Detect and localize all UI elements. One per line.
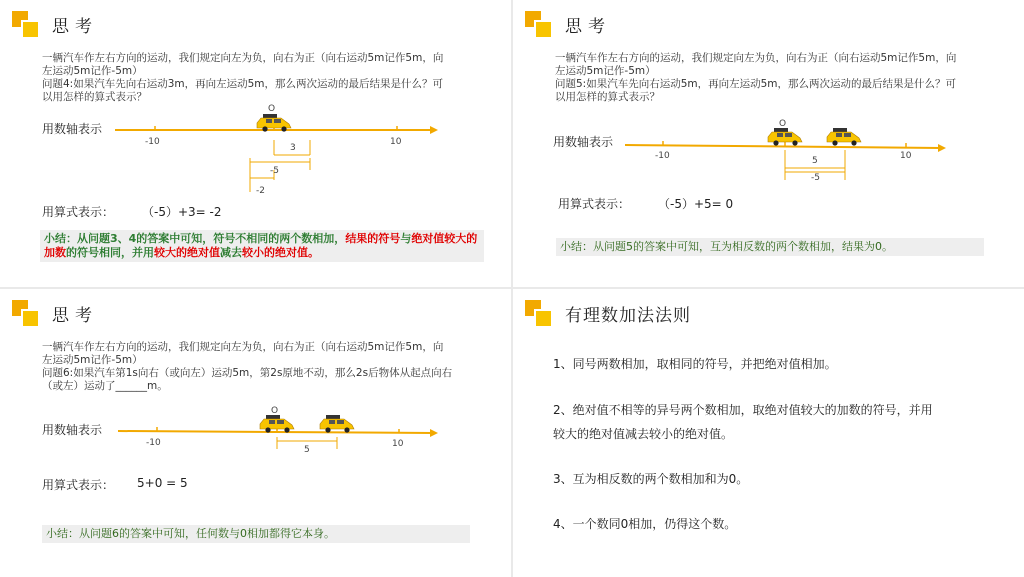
segment-label: 5 xyxy=(812,156,818,166)
rule-2: 2、绝对值不相等的异号两个数相加，取绝对值较大的加数的符号，并用 较大的绝对值减去较小的绝对值。 xyxy=(553,403,933,441)
problem-line: 一辆汽车作左右方向的运动，我们规定向左为负，向右为正（向右运动5m记作5m，向 xyxy=(42,52,444,64)
problem-line: 以用怎样的算式表示？ xyxy=(555,91,660,103)
problem-line: 一辆汽车作左右方向的运动，我们规定向左为负，向右为正（向右运动5m记作5m，向 xyxy=(42,341,444,353)
problem-line: 左运动5m记作-5m） xyxy=(555,65,656,77)
expression-value: （-5）+3= -2 xyxy=(142,205,222,219)
expression-value: 5+0 = 5 xyxy=(137,476,188,490)
rule-4: 4、一个数同0相加，仍得这个数。 xyxy=(553,517,737,531)
problem-line: 以用怎样的算式表示？ xyxy=(42,91,147,103)
tick-label-pos: 10 xyxy=(390,137,402,147)
expression-label: 用算式表示： xyxy=(42,478,115,492)
slide-title: 思考 xyxy=(565,17,611,37)
problem-line: 问题4:如果汽车先向右运动3m，再向左运动5m，那么两次运动的最后结果是什么？可 xyxy=(42,78,444,90)
summary-box: 小结：从问题5的答案中可知，互为相反数的两个数相加，结果为0。 xyxy=(556,238,984,256)
tick-label-neg: -10 xyxy=(145,137,160,147)
segment-label: -2 xyxy=(256,186,265,196)
slide-1 xyxy=(0,0,511,287)
numberline-label: 用数轴表示 xyxy=(42,122,103,136)
rule-3: 3、互为相反数的两个数相加和为0。 xyxy=(553,472,749,486)
expression-label: 用算式表示： xyxy=(42,205,115,219)
segment-label: -5 xyxy=(270,166,279,176)
axis-arrow xyxy=(430,126,438,134)
summary-box: 小结：从问题3、4的答案中可知，符号不相同的两个数相加，结果的符号与绝对值较大的加数的符号相同，并用较大的绝对值减去较小的绝对值。 xyxy=(40,230,484,262)
axis-arrow xyxy=(430,429,438,437)
origin-label: O xyxy=(779,119,787,129)
tick-label-pos: 10 xyxy=(900,151,912,161)
slide-2 xyxy=(513,0,1024,287)
problem-line: 问题5:如果汽车先向右运动5m，再向左运动5m，那么两次运动的最后结果是什么？可 xyxy=(555,78,957,90)
problem-line: 左运动5m记作-5m） xyxy=(42,65,143,77)
slide-4 xyxy=(513,289,1024,577)
taxi-car-icon xyxy=(827,128,861,146)
segment-label: 5 xyxy=(304,445,310,455)
rule-1: 1、同号两数相加，取相同的符号，并把绝对值相加。 xyxy=(553,357,837,371)
expression-label: 用算式表示： xyxy=(558,197,631,211)
slide-title: 有理数加法法则 xyxy=(565,306,691,326)
tick-label-pos: 10 xyxy=(392,439,404,449)
origin-label: O xyxy=(268,104,276,114)
slide-title: 思考 xyxy=(52,17,98,37)
tick-label-neg: -10 xyxy=(146,438,161,448)
problem-line: 问题6:如果汽车第1s向右（或向左）运动5m，第2s原地不动，那么2s后物体从起点向右 xyxy=(42,367,453,379)
problem-line: 一辆汽车作左右方向的运动，我们规定向左为负，向右为正（向右运动5m记作5m，向 xyxy=(555,52,957,64)
segment-label: 3 xyxy=(290,143,296,153)
axis-arrow xyxy=(938,144,946,152)
origin-label: O xyxy=(271,406,279,416)
tick-label-neg: -10 xyxy=(655,151,670,161)
axis-line xyxy=(118,431,433,433)
summary-box: 小结：从问题6的答案中可知，任何数与0相加都得它本身。 xyxy=(42,525,470,543)
slide-3 xyxy=(0,289,511,577)
numberline-label: 用数轴表示 xyxy=(553,135,614,149)
square-logo-icon xyxy=(525,300,553,328)
expression-value: （-5）+5= 0 xyxy=(658,197,734,211)
numberline-label: 用数轴表示 xyxy=(42,423,103,437)
slide-title: 思考 xyxy=(52,306,98,326)
segment-label: -5 xyxy=(811,173,820,183)
problem-line: 左运动5m记作-5m） xyxy=(42,354,143,366)
axis-line xyxy=(625,145,941,148)
taxi-car-icon xyxy=(320,415,354,433)
problem-line: （或左）运动了______m。 xyxy=(42,380,168,392)
